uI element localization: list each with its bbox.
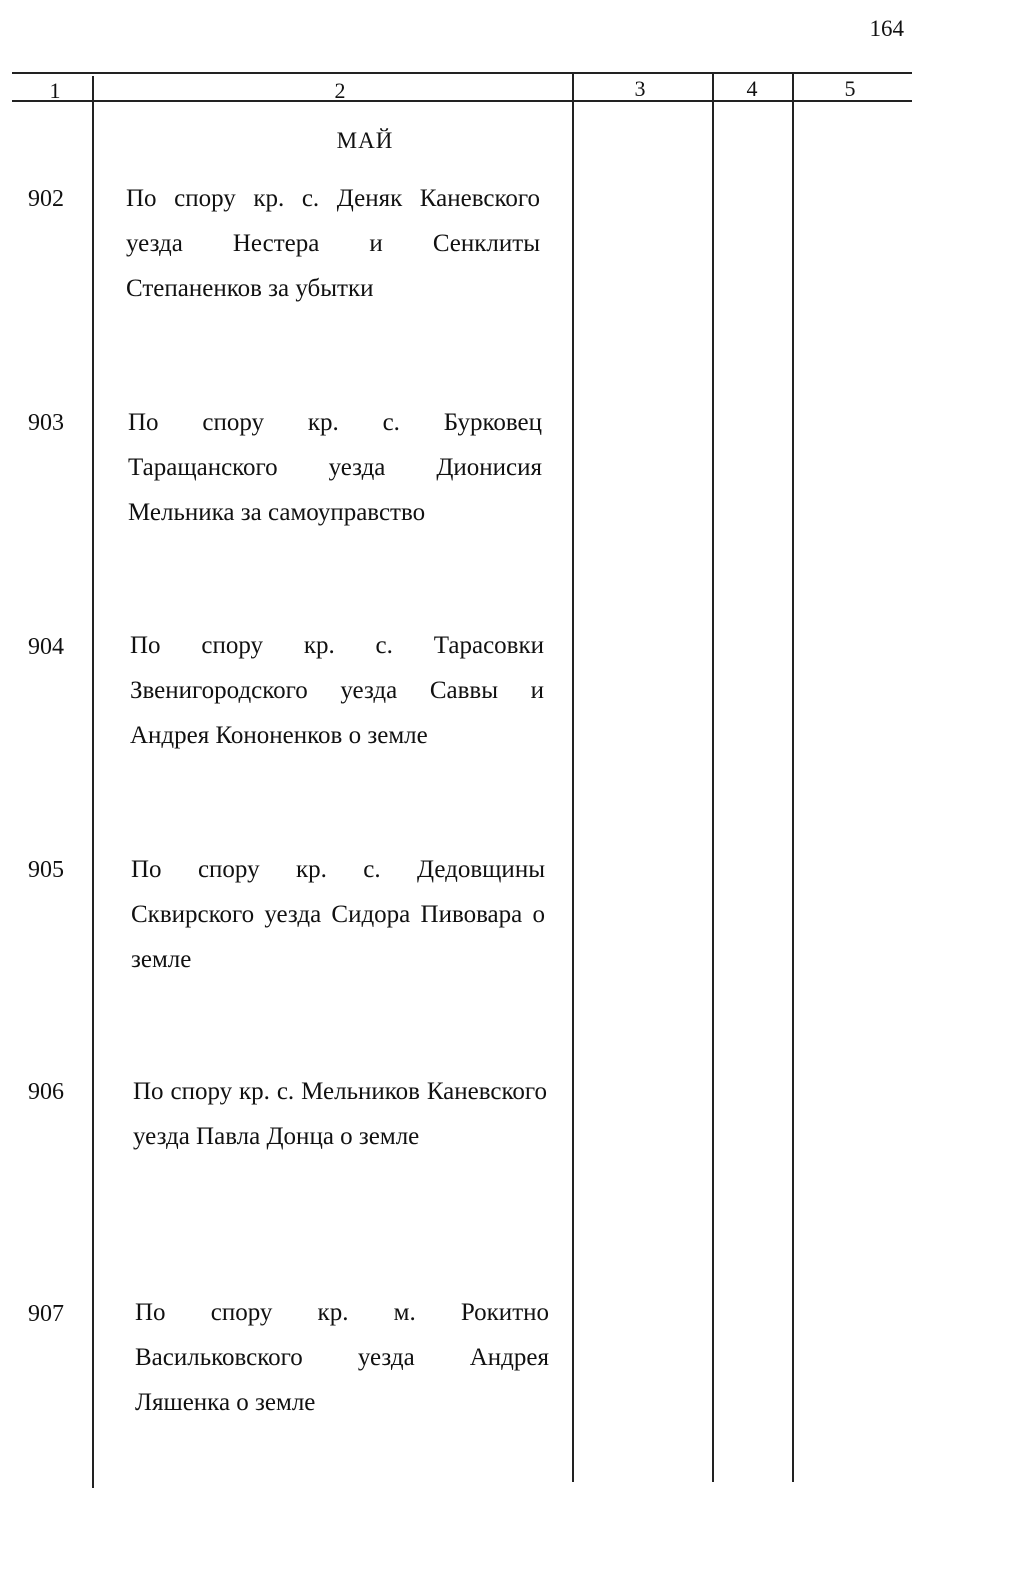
entry-description: По спору кр. с. Бурковец Таращанского уезда Дионисия Мельника за самоуправство (128, 409, 542, 526)
column-divider-1-2 (92, 76, 94, 1488)
entry-number: 906 (28, 1079, 64, 1105)
column-header-1: 1 (49, 78, 61, 103)
entry-number: 904 (28, 634, 64, 660)
entry-description: По спору кр. с. Деняк Каневского уезда Нестера и Сенклиты Степаненков за убытки (126, 185, 540, 302)
entry-number: 907 (28, 1301, 64, 1327)
column-header-2: 2 (334, 78, 346, 103)
entry-description: По спору кр. с. Тарасовки Звенигородского уезда Саввы и Андрея Кононенков о земле (130, 632, 544, 749)
entry-description: По спору кр. м. Рокитно Васильковского уезда Андрея Ляшенка о земле (135, 1299, 549, 1416)
column-divider-2-3 (572, 72, 574, 1482)
column-divider-3-4 (712, 72, 714, 1482)
entry-number: 902 (28, 186, 64, 212)
month-heading: МАЙ (336, 128, 394, 153)
column-header-5: 5 (844, 76, 856, 101)
entry-number: 905 (28, 857, 64, 883)
column-divider-4-5 (792, 72, 794, 1482)
table-top-rule (12, 72, 912, 74)
entry-number: 903 (28, 410, 64, 436)
entry-description: По спору кр. с. Мельников Каневского уезда Павла Донца о земле (133, 1078, 547, 1150)
column-header-3: 3 (634, 76, 646, 101)
column-header-4: 4 (746, 76, 758, 101)
page-number: 164 (869, 16, 904, 41)
entry-description: По спору кр. с. Дедовщины Сквирского уезда Сидора Пивовара о земле (131, 856, 545, 973)
